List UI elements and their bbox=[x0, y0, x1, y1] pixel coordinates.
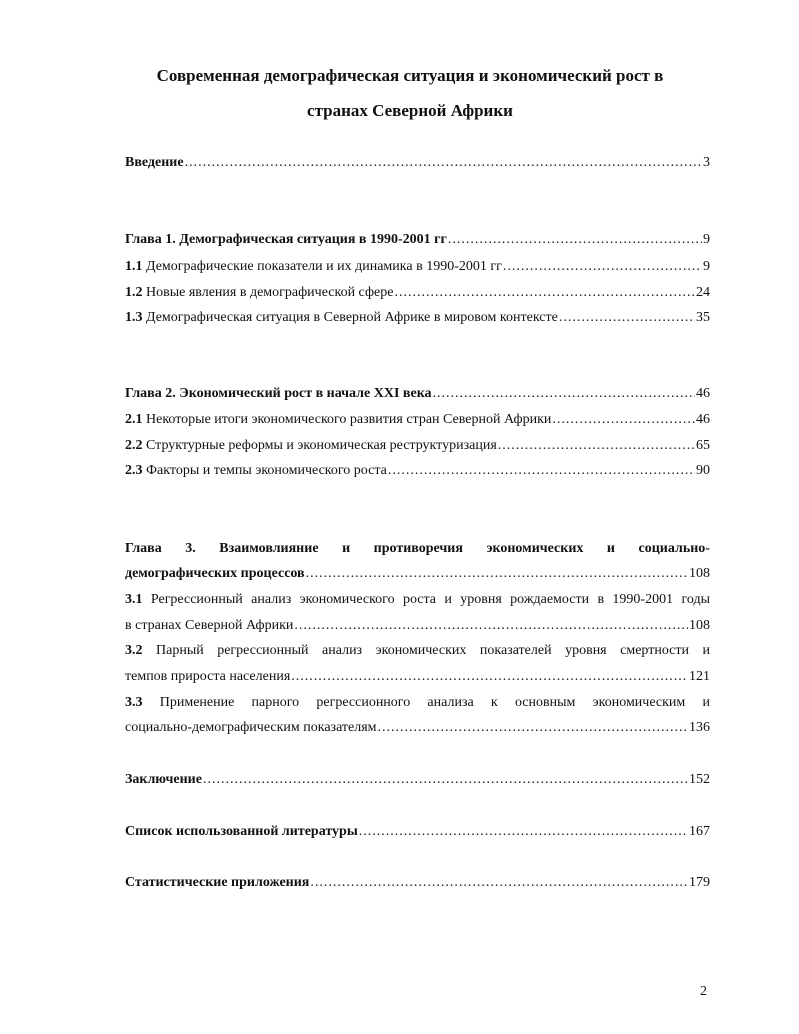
chapter-title-word: и bbox=[342, 541, 351, 556]
toc-entry-section-3-1-line-1 bbox=[125, 591, 710, 609]
toc-label: Список использованной литературы bbox=[125, 824, 358, 839]
chapter-title-word: экономических bbox=[486, 541, 584, 556]
toc-entry-section-2-1 bbox=[125, 411, 710, 429]
toc-page: 167 bbox=[689, 824, 710, 839]
chapter-title-word: 3. bbox=[185, 541, 196, 556]
section-title: Демографическая ситуация в Северной Африке в мировом контексте bbox=[146, 310, 558, 325]
section-number: 1.3 bbox=[125, 310, 143, 325]
toc-leader bbox=[185, 154, 702, 172]
toc-page: 179 bbox=[689, 875, 710, 890]
toc-entry-chapter-3-line-2 bbox=[125, 565, 710, 583]
toc-label: Глава 2. Экономический рост в начале XXI века bbox=[125, 386, 432, 401]
section-number: 2.1 bbox=[125, 412, 143, 427]
toc-leader bbox=[359, 823, 688, 841]
toc-label bbox=[125, 462, 387, 480]
section-number: 3.3 bbox=[125, 695, 143, 710]
document-title-line-1: Современная демографическая ситуация и экономический рост в bbox=[156, 66, 664, 85]
toc-entry-section-2-2 bbox=[125, 437, 710, 455]
toc-label: Глава 1. Демографическая ситуация в 1990-2001 гг bbox=[125, 232, 447, 247]
section-number: 3.1 bbox=[125, 592, 143, 607]
toc-entry-chapter-3-line-1 bbox=[125, 540, 710, 558]
toc-entry-section-3-3-line-1 bbox=[125, 694, 710, 712]
chapter-title-word: социально- bbox=[638, 541, 710, 556]
section-title: Некоторые итоги экономического развития стран Северной Африки bbox=[146, 412, 552, 427]
toc-entry-section-3-2-line-1 bbox=[125, 642, 710, 660]
toc-label: Заключение bbox=[125, 772, 202, 787]
toc-page: 46 bbox=[696, 386, 710, 401]
toc-entry-section-3-1-line-2 bbox=[125, 617, 710, 635]
toc-leader bbox=[306, 565, 688, 583]
chapter-title-word: противоречия bbox=[373, 541, 463, 556]
toc-page: 121 bbox=[689, 669, 710, 684]
toc-page: 152 bbox=[689, 772, 710, 787]
chapter-title-word: Взаимовлияние bbox=[219, 541, 319, 556]
section-number: 3.2 bbox=[125, 643, 143, 658]
toc-page: 65 bbox=[696, 438, 710, 453]
toc-page: 46 bbox=[696, 412, 710, 427]
toc-leader bbox=[294, 617, 688, 635]
toc-leader bbox=[552, 411, 695, 429]
toc-entry-literature bbox=[125, 823, 710, 841]
toc-entry-section-1-3 bbox=[125, 309, 710, 327]
section-title: Факторы и темпы экономического роста bbox=[146, 463, 387, 478]
toc-label: Введение bbox=[125, 155, 184, 170]
page-number: 2 bbox=[700, 984, 707, 999]
toc-label bbox=[125, 437, 497, 455]
toc-entry-section-3-2-line-2 bbox=[125, 668, 710, 686]
section-number: 1.1 bbox=[125, 259, 143, 274]
toc-leader bbox=[559, 309, 695, 327]
toc-label: Статистические приложения bbox=[125, 875, 310, 890]
toc-entry-section-2-3 bbox=[125, 462, 710, 480]
toc-leader bbox=[388, 462, 695, 480]
toc-page: 35 bbox=[696, 310, 710, 325]
toc-label bbox=[125, 284, 393, 302]
toc-label: демографических процессов bbox=[125, 566, 305, 581]
document-title-line-2: странах Северной Африки bbox=[307, 101, 513, 120]
toc-entry-appendix bbox=[125, 874, 710, 892]
section-title: Регрессионный анализ экономического роста и уровня рождаемости в 1990-2001 годы bbox=[150, 592, 710, 607]
toc-page: 108 bbox=[689, 618, 710, 633]
toc-page: 108 bbox=[689, 566, 710, 581]
toc-label bbox=[125, 258, 502, 276]
toc-page: 90 bbox=[696, 463, 710, 478]
toc-leader bbox=[203, 771, 688, 789]
section-title: Демографические показатели и их динамика в 1990-2001 гг bbox=[146, 259, 502, 274]
toc-leader bbox=[433, 385, 695, 403]
toc-page: 24 bbox=[696, 285, 710, 300]
section-number: 1.2 bbox=[125, 285, 143, 300]
toc-label bbox=[125, 411, 551, 429]
section-title: Применение парного регрессионного анализа к основным экономическим и bbox=[159, 695, 710, 710]
toc-leader bbox=[310, 874, 688, 892]
toc-leader bbox=[498, 437, 695, 455]
toc-label: темпов прироста населения bbox=[125, 669, 291, 684]
toc-entry-chapter-1 bbox=[125, 231, 710, 249]
toc-entry-conclusion bbox=[125, 771, 710, 789]
section-number: 2.2 bbox=[125, 438, 143, 453]
chapter-title-word: Глава bbox=[125, 541, 162, 556]
toc-leader bbox=[378, 719, 688, 737]
section-number: 2.3 bbox=[125, 463, 143, 478]
toc-label: социально-демографическим показателям bbox=[125, 720, 377, 735]
toc-entry-introduction bbox=[125, 154, 710, 172]
toc-label bbox=[125, 309, 558, 327]
section-title: Новые явления в демографической сфере bbox=[146, 285, 394, 300]
section-title: Парный регрессионный анализ экономических показателей уровня смертности и bbox=[156, 643, 710, 658]
chapter-title-word: и bbox=[606, 541, 615, 556]
toc-entry-section-3-3-line-2 bbox=[125, 719, 710, 737]
toc-leader bbox=[394, 284, 695, 302]
toc-page: 136 bbox=[689, 720, 710, 735]
toc-leader bbox=[291, 668, 688, 686]
toc-label: в странах Северной Африки bbox=[125, 618, 294, 633]
toc-page: 3 bbox=[703, 155, 710, 170]
toc-page: 9 bbox=[703, 259, 710, 274]
toc-page: 9 bbox=[703, 232, 710, 247]
toc-entry-section-1-1 bbox=[125, 258, 710, 276]
toc-leader bbox=[503, 258, 702, 276]
toc-entry-chapter-2 bbox=[125, 385, 710, 403]
toc-entry-section-1-2 bbox=[125, 284, 710, 302]
section-title: Структурные реформы и экономическая реструктуризация bbox=[146, 438, 497, 453]
toc-leader bbox=[448, 231, 702, 249]
